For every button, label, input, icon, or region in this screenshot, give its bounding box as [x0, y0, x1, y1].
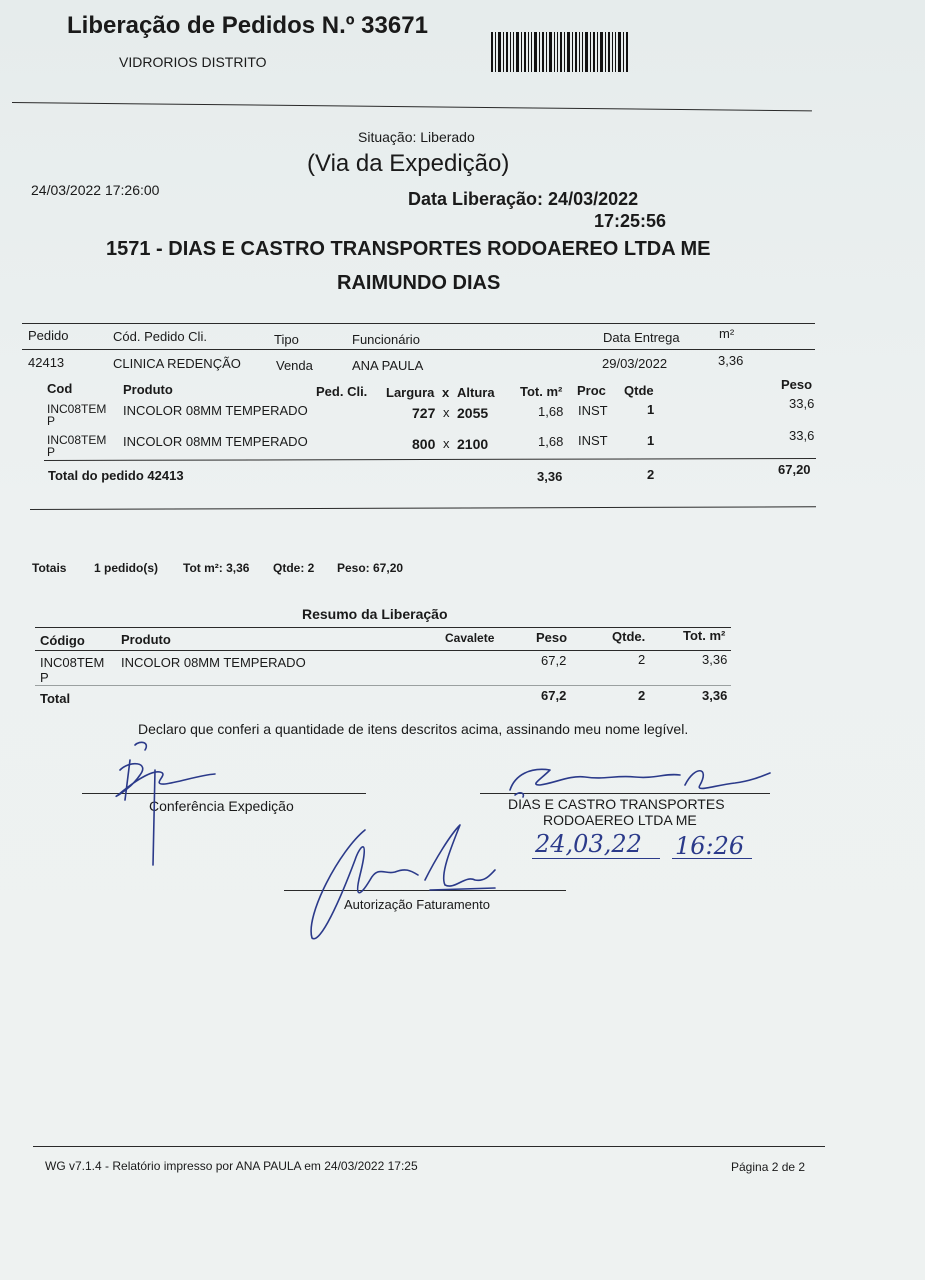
- totals-m2: Tot m²: 3,36: [183, 561, 250, 575]
- order-total-qtde: 2: [647, 467, 655, 482]
- client-signature-scribble: [495, 755, 785, 805]
- totals-pedidos: 1 pedido(s): [94, 561, 159, 575]
- summary-produto-header: Produto: [121, 632, 171, 647]
- summary-cavalete-header: Cavalete: [445, 631, 495, 645]
- item-x: x: [443, 405, 450, 420]
- company-name: VIDRORIOS DISTRITO: [119, 54, 267, 70]
- item-altura: 2055: [457, 405, 489, 421]
- order-table-top-line: [22, 323, 815, 324]
- totals-peso: Peso: 67,20: [337, 561, 404, 575]
- order-table-bottom-line: [30, 506, 816, 510]
- autorizacao-label: Autorização Faturamento: [344, 897, 490, 912]
- footer-page-number: Página 2 de 2: [731, 1160, 806, 1174]
- order-pedido: 42413: [28, 355, 65, 370]
- summary-title: Resumo da Liberação: [302, 606, 448, 622]
- summary-codigo-wrap: P: [40, 670, 49, 685]
- footer-report-info: WG v7.1.4 - Relatório impresso por ANA PAULA em 24/03/2022 17:25: [45, 1159, 418, 1173]
- order-cod-cli: CLINICA REDENÇÃO: [113, 356, 241, 371]
- item-produto: INCOLOR 08MM TEMPERADO: [123, 403, 308, 418]
- item-tot-m2: 1,68: [538, 404, 564, 419]
- item-peso-header: Peso: [781, 377, 813, 392]
- item-altura: 2100: [457, 436, 489, 452]
- summary-total-line: [35, 685, 731, 686]
- item-x: x: [443, 436, 450, 451]
- item-x-header: x: [442, 385, 450, 400]
- order-data-entrega: 29/03/2022: [602, 356, 668, 371]
- order-funcionario: ANA PAULA: [352, 358, 424, 373]
- item-peso: 33,6: [789, 428, 815, 443]
- summary-top-line: [35, 627, 731, 628]
- item-largura-header: Largura: [386, 385, 435, 400]
- summary-codigo: INC08TEM: [40, 655, 105, 670]
- item-proc-header: Proc: [577, 383, 606, 398]
- item-produto: INCOLOR 08MM TEMPERADO: [123, 434, 308, 449]
- summary-qtde-header: Qtde.: [612, 629, 646, 644]
- order-total-m2: 3,36: [537, 469, 563, 484]
- item-largura: 727: [412, 405, 436, 421]
- release-time: 17:25:56: [594, 211, 667, 231]
- col-funcionario-header: Funcionário: [352, 332, 420, 347]
- item-produto-header: Produto: [123, 382, 173, 397]
- totals-qtde: Qtde: 2: [273, 561, 315, 575]
- col-data-entrega-header: Data Entrega: [603, 330, 680, 345]
- item-qtde-header: Qtde: [624, 383, 654, 398]
- item-altura-header: Altura: [457, 385, 495, 400]
- summary-peso: 67,2: [541, 653, 567, 668]
- handwritten-time: 16:26: [675, 832, 745, 860]
- item-tot-m2: 1,68: [538, 434, 564, 449]
- totals-label: Totais: [32, 561, 67, 575]
- order-total-label: Total do pedido 42413: [48, 468, 184, 483]
- conferencia-signature-scribble: [90, 740, 230, 870]
- item-cod-wrap: P: [47, 414, 56, 428]
- footer-divider: [33, 1146, 825, 1147]
- order-tipo: Venda: [276, 358, 313, 373]
- item-proc: INST: [578, 433, 608, 448]
- handwritten-time-underline: [672, 858, 752, 859]
- summary-qtde: 2: [638, 652, 646, 667]
- item-cod-wrap: P: [47, 445, 56, 459]
- release-date: Data Liberação: 24/03/2022: [408, 189, 639, 209]
- col-pedido-header: Pedido: [28, 328, 69, 343]
- client-signature-name-1: DIAS E CASTRO TRANSPORTES: [508, 796, 725, 812]
- col-cod-cli-header: Cód. Pedido Cli.: [113, 329, 207, 344]
- item-tot-m2-header: Tot. m²: [520, 384, 563, 399]
- barcode: [491, 32, 631, 72]
- handwritten-date-underline: [532, 858, 660, 859]
- col-m2-header: m²: [719, 326, 735, 341]
- order-m2: 3,36: [718, 353, 744, 368]
- summary-header-line: [35, 650, 731, 651]
- item-cod: INC08TEM: [47, 433, 107, 447]
- summary-total-qtde: 2: [638, 688, 646, 703]
- item-cod-header: Cod: [47, 381, 73, 396]
- col-tipo-header: Tipo: [274, 332, 299, 347]
- client-contact: RAIMUNDO DIAS: [337, 272, 501, 294]
- via-label: (Via da Expedição): [307, 150, 510, 177]
- item-qtde: 1: [647, 433, 655, 448]
- declaration-text: Declaro que conferi a quantidade de itens descritos acima, assinando meu nome legível.: [138, 721, 689, 737]
- summary-total-peso: 67,2: [541, 688, 567, 703]
- client-name: 1571 - DIAS E CASTRO TRANSPORTES RODOAEREO LTDA ME: [106, 238, 711, 260]
- printed-datetime: 24/03/2022 17:26:00: [31, 182, 160, 198]
- item-proc: INST: [578, 403, 608, 418]
- summary-codigo-header: Código: [40, 633, 85, 648]
- summary-tot-m2: 3,36: [702, 652, 728, 667]
- item-largura: 800: [412, 436, 436, 452]
- order-total-peso: 67,20: [778, 462, 811, 477]
- item-ped-cli-header: Ped. Cli.: [316, 384, 368, 399]
- header-divider: [12, 102, 812, 111]
- item-qtde: 1: [647, 402, 655, 417]
- conferencia-label: Conferência Expedição: [149, 798, 294, 814]
- autorizacao-signature-scribble: [300, 820, 510, 945]
- summary-total-m2: 3,36: [702, 688, 728, 703]
- order-total-line: [44, 458, 816, 461]
- handwritten-date: 24,03,22: [535, 830, 642, 858]
- order-header-line: [22, 349, 815, 350]
- client-signature-name-2: RODOAEREO LTDA ME: [543, 812, 697, 828]
- summary-tot-m2-header: Tot. m²: [683, 628, 726, 643]
- document-title: Liberação de Pedidos N.º 33671: [67, 12, 428, 39]
- summary-total-label: Total: [40, 691, 71, 706]
- status-text: Situação: Liberado: [358, 129, 475, 145]
- summary-produto: INCOLOR 08MM TEMPERADO: [121, 655, 306, 670]
- item-peso: 33,6: [789, 396, 815, 411]
- summary-peso-header: Peso: [536, 630, 568, 645]
- item-cod: INC08TEM: [47, 402, 107, 416]
